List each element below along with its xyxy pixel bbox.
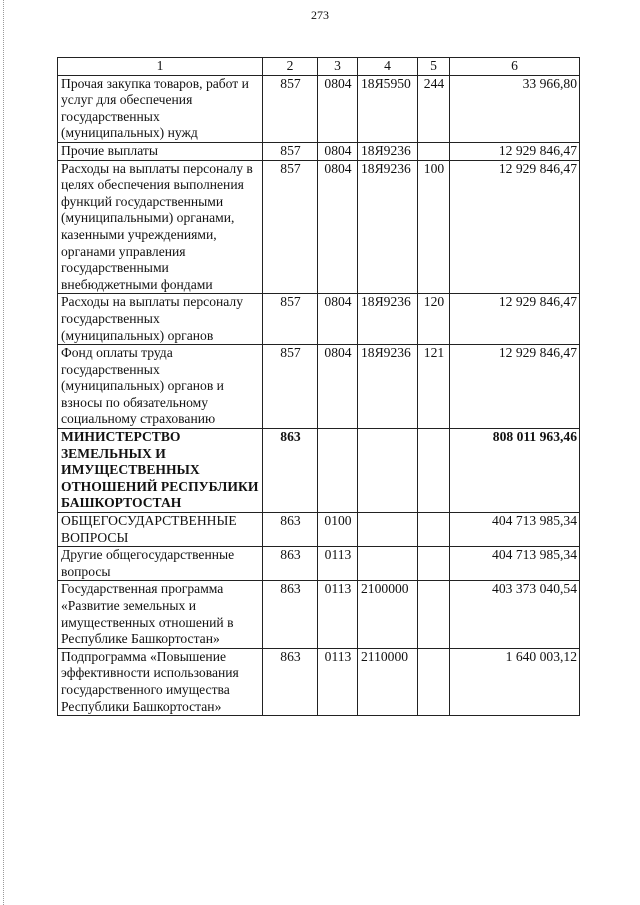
row-amount: 404 713 985,34	[450, 547, 580, 581]
row-amount: 404 713 985,34	[450, 513, 580, 547]
row-amount: 33 966,80	[450, 75, 580, 142]
row-ministry-code: 857	[263, 75, 318, 142]
row-name: Расходы на выплаты персоналу государственных (муниципальных) органов	[58, 294, 263, 345]
table-row-ministry	[58, 429, 580, 513]
row-ministry-code: 863	[263, 513, 318, 547]
row-section-code: 0113	[318, 648, 358, 715]
row-expense-type	[418, 581, 450, 648]
row-target-code: 18Я5950	[358, 75, 418, 142]
row-target-code: 2110000	[358, 648, 418, 715]
table-row	[58, 345, 580, 429]
column-header: 4	[358, 58, 418, 76]
row-expense-type: 100	[418, 160, 450, 294]
row-amount: 12 929 846,47	[450, 142, 580, 160]
row-ministry-code: 863	[263, 581, 318, 648]
row-target-code	[358, 429, 418, 513]
table-row	[58, 75, 580, 142]
row-expense-type: 244	[418, 75, 450, 142]
row-ministry-code: 857	[263, 160, 318, 294]
row-section-code: 0804	[318, 75, 358, 142]
row-target-code: 18Я9236	[358, 142, 418, 160]
row-section-code: 0804	[318, 345, 358, 429]
table-row	[58, 294, 580, 345]
row-name: МИНИСТЕРСТВО ЗЕМЕЛЬНЫХ И ИМУЩЕСТВЕННЫХ ОТНОШЕНИЙ РЕСПУБЛИКИ БАШКОРТОСТАН	[58, 429, 263, 513]
column-header: 5	[418, 58, 450, 76]
table-row	[58, 648, 580, 715]
table-row	[58, 581, 580, 648]
row-name: Другие общегосударственные вопросы	[58, 547, 263, 581]
row-amount: 403 373 040,54	[450, 581, 580, 648]
row-amount: 808 011 963,46	[450, 429, 580, 513]
row-expense-type	[418, 513, 450, 547]
table-row	[58, 513, 580, 547]
row-name: ОБЩЕГОСУДАРСТВЕННЫЕ ВОПРОСЫ	[58, 513, 263, 547]
row-name: Подпрограмма «Повышение эффективности использования государственного имущества Республики Башкортостан»	[58, 648, 263, 715]
row-section-code: 0804	[318, 294, 358, 345]
row-section-code: 0113	[318, 581, 358, 648]
row-target-code	[358, 547, 418, 581]
page-left-edge	[3, 0, 4, 905]
row-amount: 12 929 846,47	[450, 294, 580, 345]
row-section-code: 0804	[318, 142, 358, 160]
row-ministry-code: 857	[263, 142, 318, 160]
row-expense-type	[418, 429, 450, 513]
row-section-code: 0100	[318, 513, 358, 547]
row-expense-type: 120	[418, 294, 450, 345]
column-header: 3	[318, 58, 358, 76]
row-name: Фонд оплаты труда государственных (муниципальных) органов и взносы по обязательному социальному страхованию	[58, 345, 263, 429]
row-section-code: 0113	[318, 547, 358, 581]
row-expense-type	[418, 547, 450, 581]
column-header: 1	[58, 58, 263, 76]
row-amount: 12 929 846,47	[450, 345, 580, 429]
row-target-code	[358, 513, 418, 547]
row-name: Прочая закупка товаров, работ и услуг для обеспечения государственных (муниципальных) нужд	[58, 75, 263, 142]
row-ministry-code: 857	[263, 294, 318, 345]
row-name: Государственная программа «Развитие земельных и имущественных отношений в Республике Башкортостан»	[58, 581, 263, 648]
row-ministry-code: 857	[263, 345, 318, 429]
row-section-code	[318, 429, 358, 513]
row-ministry-code: 863	[263, 429, 318, 513]
row-expense-type	[418, 142, 450, 160]
row-target-code: 18Я9236	[358, 294, 418, 345]
row-name: Расходы на выплаты персоналу в целях обеспечения выполнения функций государственными (муниципальными) органами, казенными учреждениями, органами управления государственными внебюджетными фондами	[58, 160, 263, 294]
row-expense-type: 121	[418, 345, 450, 429]
column-header: 6	[450, 58, 580, 76]
table-row	[58, 547, 580, 581]
row-ministry-code: 863	[263, 547, 318, 581]
row-target-code: 18Я9236	[358, 160, 418, 294]
row-section-code: 0804	[318, 160, 358, 294]
row-expense-type	[418, 648, 450, 715]
column-header: 2	[263, 58, 318, 76]
row-ministry-code: 863	[263, 648, 318, 715]
table-row	[58, 160, 580, 294]
row-name: Прочие выплаты	[58, 142, 263, 160]
table-row	[58, 142, 580, 160]
header-row	[58, 58, 580, 76]
page-number: 273	[311, 8, 329, 22]
row-amount: 12 929 846,47	[450, 160, 580, 294]
row-amount: 1 640 003,12	[450, 648, 580, 715]
row-target-code: 2100000	[358, 581, 418, 648]
row-target-code: 18Я9236	[358, 345, 418, 429]
budget-table	[57, 57, 580, 716]
